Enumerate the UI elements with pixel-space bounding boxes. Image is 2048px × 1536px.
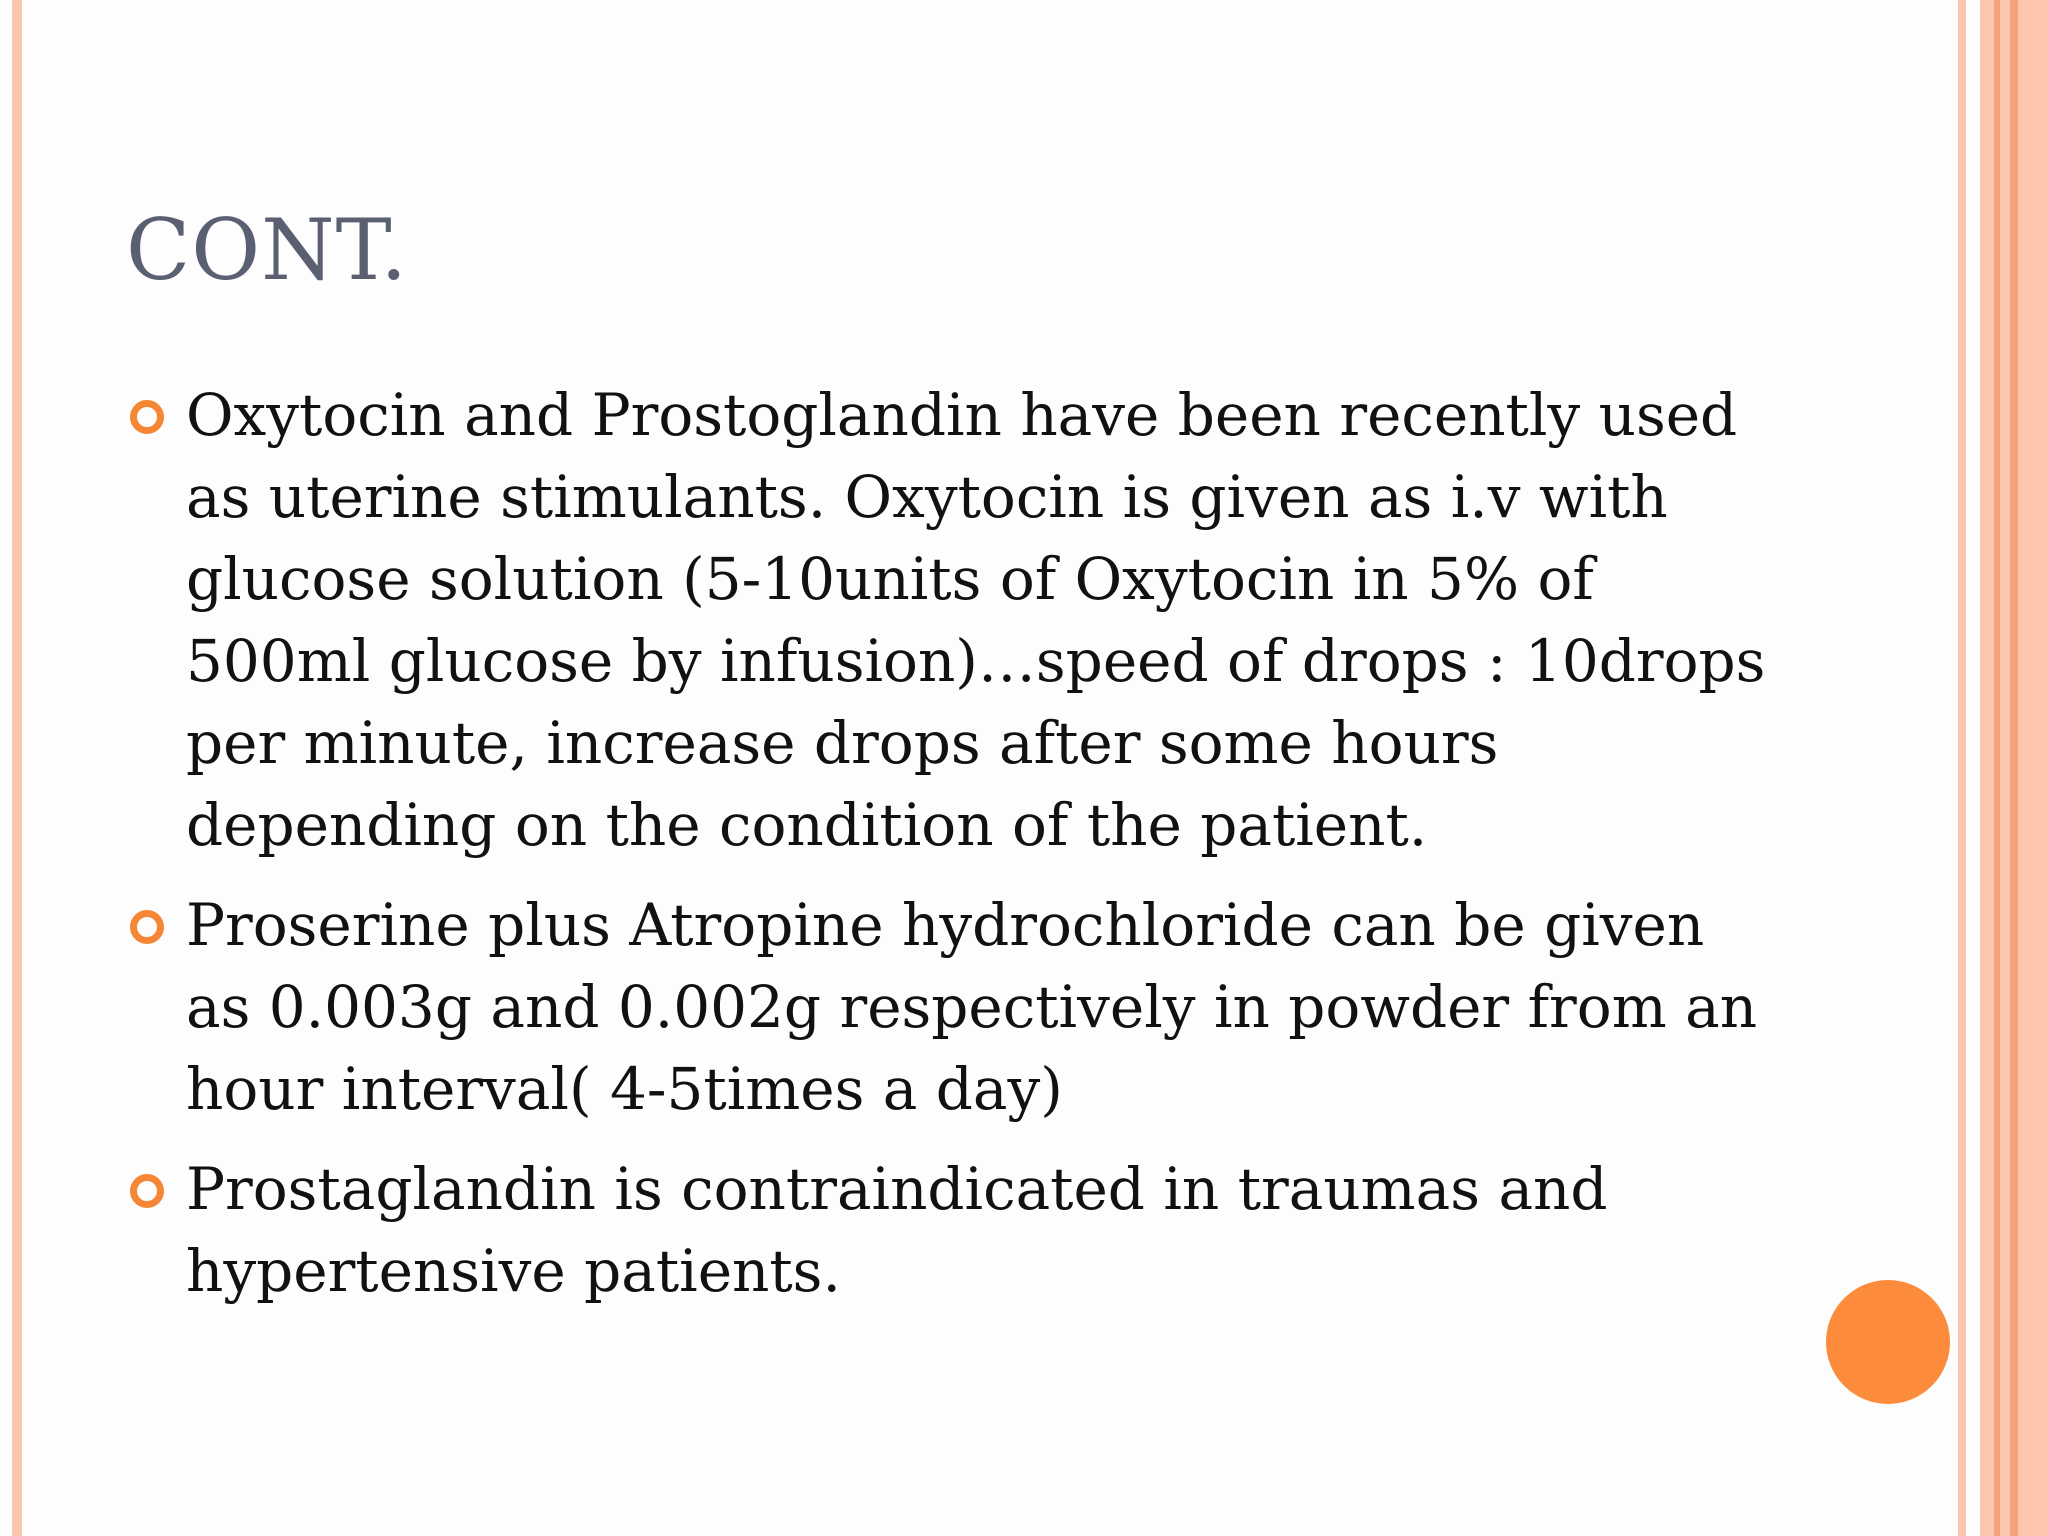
bullet-list [126,374,1766,1330]
left-border-stripe [12,0,22,1536]
ring-bullet-icon [130,1174,164,1208]
bullet-text: Oxytocin and Prostoglandin have been recently used as uterine stimulants. Oxytocin is given as i.v with glucose solution (5-10units of Oxytocin in 5% of 500ml glucose by infusion)…speed of drops : 10drops per minute, increase drops after some hours depending on the condition of the patient. [186,381,1766,859]
decorative-orange-circle [1826,1280,1950,1404]
bullet-item-2 [126,884,1766,1130]
bullet-text: Prostaglandin is contraindicated in traumas and hypertensive patients. [186,1155,1608,1305]
right-border-stripe-inner [1958,0,1966,1536]
slide-title: CONT. [126,201,409,299]
ring-bullet-icon [130,400,164,434]
right-border-line-2 [2010,0,2018,1536]
right-border-line-1 [1994,0,2000,1536]
bullet-item-1 [126,374,1766,866]
bullet-text: Proserine plus Atropine hydrochloride can be given as 0.003g and 0.002g respectively in powder from an hour interval( 4-5times a day) [186,891,1758,1123]
ring-bullet-icon [130,910,164,944]
bullet-item-3 [126,1148,1766,1312]
